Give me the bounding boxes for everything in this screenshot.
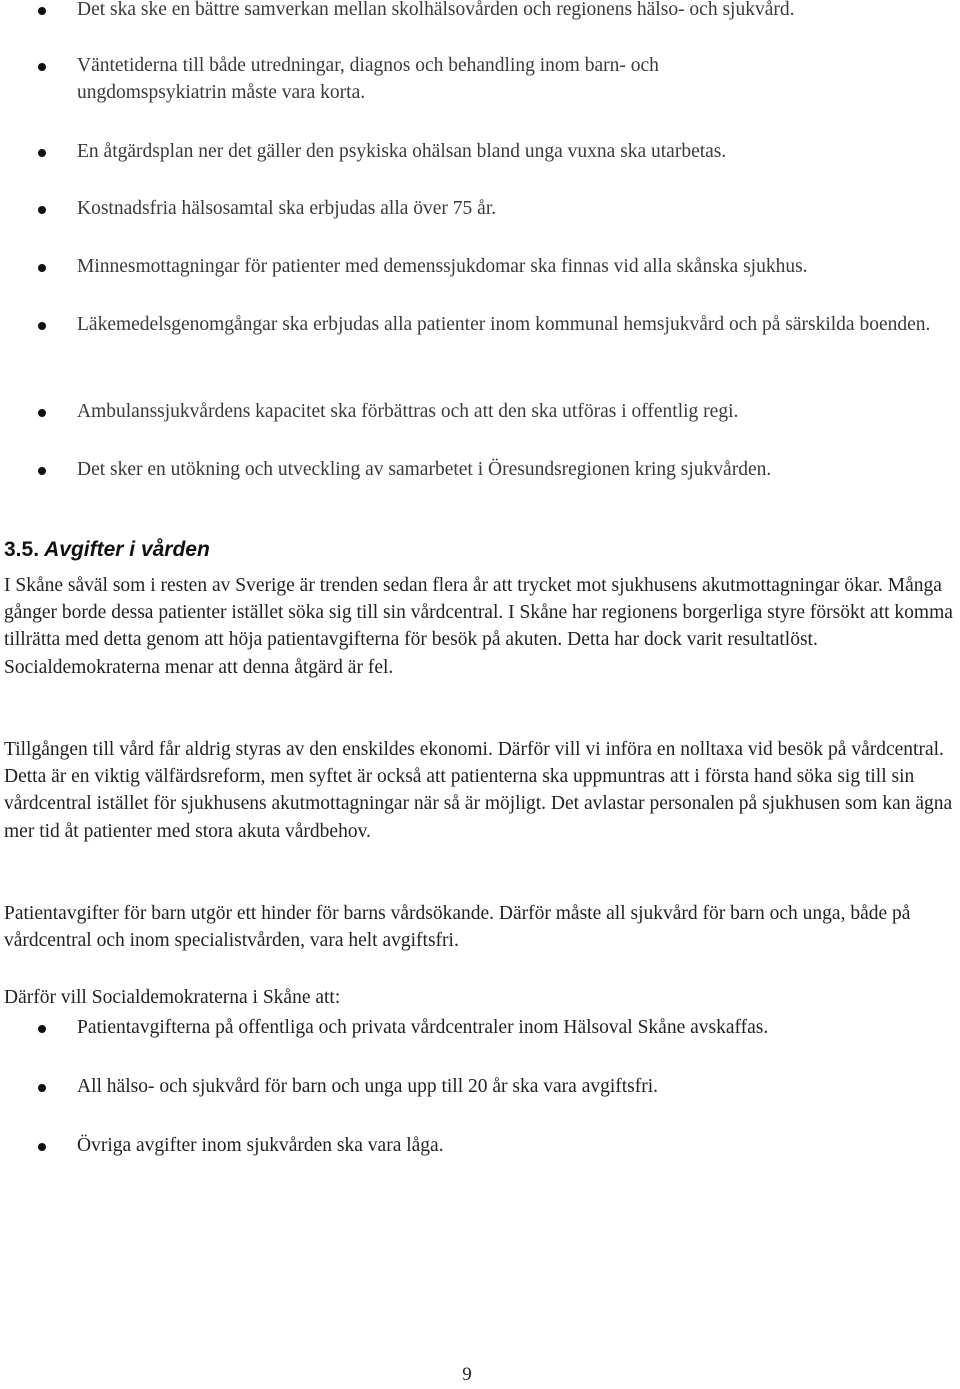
body-paragraph: Tillgången till vård får aldrig styras av den enskildes ekonomi. Därför vill vi införa en nolltaxa vid besök på vårdcentral. Detta är en viktig välfärdsreform, men syftet är också att patienterna ska uppmuntras att i första hand söka sig till sin vårdcentral istället för sjukhusens akutmottagningar när så är möjligt. Det avlastar personalen på sjukhusen som kan ägna mer tid åt patienter med stora akuta vårdbehov. bbox=[4, 739, 953, 842]
list-item-text: Patientavgifterna på offentliga och privata vårdcentraler inom Hälsoval Skåne avskaffas. bbox=[77, 1017, 769, 1038]
page-number: 9 bbox=[462, 1364, 472, 1385]
list-item-text: Det ska ske en bättre samverkan mellan skolhälsovården och regionens hälso- och sjukvård. bbox=[77, 0, 795, 20]
list-item-text: Ambulanssjukvårdens kapacitet ska förbättras och att den ska utföras i offentlig regi. bbox=[77, 401, 739, 422]
bullet-icon bbox=[38, 149, 46, 157]
bullet-icon bbox=[38, 467, 46, 475]
bullet-icon bbox=[38, 264, 46, 272]
section-number: 3.5. bbox=[4, 538, 40, 561]
body-paragraph: Patientavgifter för barn utgör ett hinder för barns vårdsökande. Därför måste all sjukvård för barn och unga, både på vårdcentral och inom specialistvården, vara helt avgiftsfri. bbox=[4, 903, 911, 952]
bullet-icon bbox=[38, 7, 46, 15]
bullet-icon bbox=[38, 322, 46, 330]
body-paragraph: I Skåne såväl som i resten av Sverige är trenden sedan flera år att trycket mot sjukhusens akutmottagningar ökar. Många gånger borde dessa patienter istället söka sig till sin vårdcentral. I Skåne har regionens borgerliga styre försökt att komma tillrätta med detta genom att höja patientavgifterna för besök på akuten. Detta har dock varit resultatlöst. Socialdemokraterna menar att denna åtgärd är fel. bbox=[4, 575, 953, 678]
body-paragraph: Därför vill Socialdemokraterna i Skåne att: bbox=[4, 987, 341, 1008]
list-item-text: Läkemedelsgenomgångar ska erbjudas alla patienter inom kommunal hemsjukvård och på särskilda boenden. bbox=[77, 314, 931, 335]
list-item-text: Kostnadsfria hälsosamtal ska erbjudas alla över 75 år. bbox=[77, 198, 497, 219]
bullet-icon bbox=[38, 1084, 46, 1092]
list-item-text: Väntetiderna till både utredningar, diagnos och behandling inom barn- och ungdomspsykiatrin måste vara korta. bbox=[77, 55, 659, 103]
bullet-icon bbox=[38, 1025, 46, 1033]
section-title: Avgifter i vården bbox=[44, 538, 210, 561]
bullet-icon bbox=[38, 206, 46, 214]
bullet-icon bbox=[38, 63, 46, 71]
list-item-text: Det sker en utökning och utveckling av samarbetet i Öresundsregionen kring sjukvården. bbox=[77, 459, 772, 480]
section-heading bbox=[4, 536, 210, 564]
bullet-icon bbox=[38, 1143, 46, 1151]
list-item-text: En åtgärdsplan ner det gäller den psykiska ohälsan bland unga vuxna ska utarbetas. bbox=[77, 141, 727, 162]
bullet-icon bbox=[38, 409, 46, 417]
list-item-text: All hälso- och sjukvård för barn och unga upp till 20 år ska vara avgiftsfri. bbox=[77, 1076, 659, 1097]
list-item-text: Övriga avgifter inom sjukvården ska vara låga. bbox=[77, 1135, 444, 1156]
list-item-text: Minnesmottagningar för patienter med demenssjukdomar ska finnas vid alla skånska sjukhus. bbox=[77, 256, 808, 277]
